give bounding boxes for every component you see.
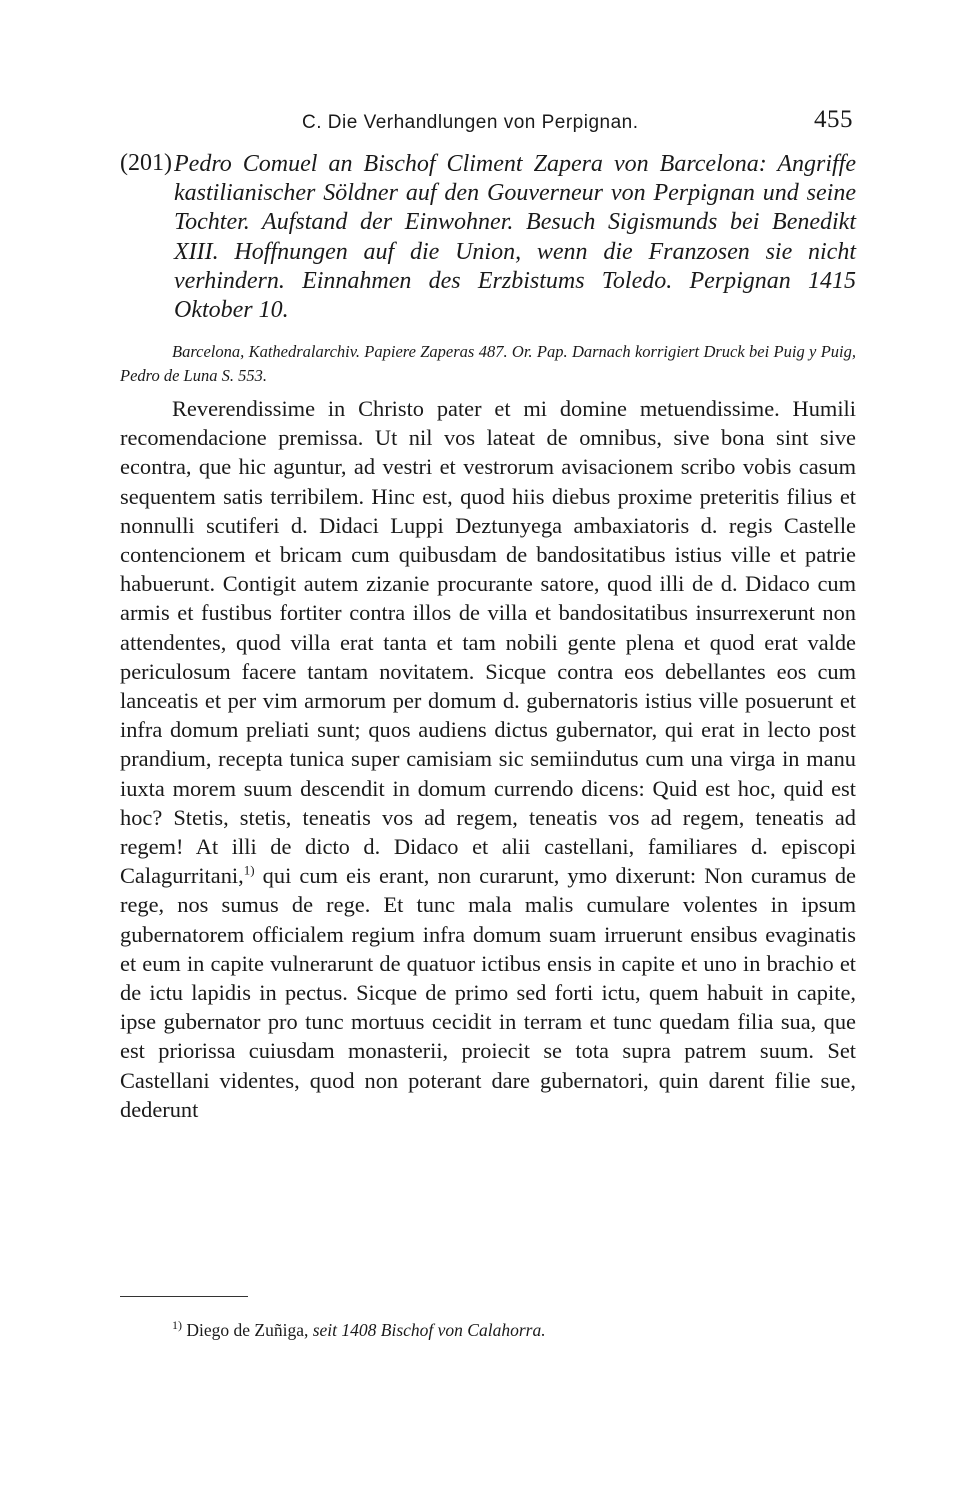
footnote-reference: 1) [243, 862, 255, 878]
document-number: (201) [120, 150, 172, 176]
body-paragraph [120, 394, 856, 1124]
footnote-text-italic: seit 1408 Bischof von Calahorra. [312, 1320, 546, 1340]
footnote-marker: 1) [172, 1318, 182, 1333]
body-text-part-1: Reverendissime in Christo pater et mi domine metuendissime. Humili recomendacione premissa. Ut nil vos lateat de omnibus, sive bona sint sive econtra, que hic aguntur, ad vestri et vestrorum avisacionem scribo vobis casum sequentem satis terribilem. Hinc est, quod hiis diebus proxime preteritis filius et nonnulli scutiferi d. Didaci Luppi Deztunyega ambaxiatoris d. regis Castelle contencionem et bricam cum quibusdam de bandositatibus istius ville et patrie habuerunt. Contigit autem zizanie procurante satore, quod illi de d. Didaco cum armis et fustibus fortiter contra illos de villa et bandositatibus insurrexerunt non attendentes, quod villa erat tanta et tam nobili gente plena et quod erat valde periculosum facere tantam novitatem. Sicque contra eos debellantes eos cum lanceatis et per vim armorum per domum d. gubernatoris istius ville posuerunt et infra domum preliati sunt; quos audiens dictus gubernator, qui erat in lecto post prandium, recepta tunica super camisiam sic semiindutus cum una virga in manu iuxta morem suum descendit in domum currendo dicens: Quid est hoc, quid est hoc? Stetis, stetis, teneatis vos ad regem, teneatis vos ad regem, teneatis ad regem! At illi de dicto d. Didaco et alii castellani, familiares d. episcopi Calagurritani, [120, 396, 856, 889]
body-text-part-2: qui cum eis erant, non curarunt, ymo dixerunt: Non curamus de rege, nos sumus de rege. Et tunc mala malis cumulare volentes in ipsum gubernatorem officialem regium infra domum suam irruerunt ensibus evaginatis et eum in capite vulnerarunt de quatuor ictibus ensis in capite et uno in brachio et de ictu lapidis in pectus. Sicque de primo sed forti ictu, quem habuit in capite, ipse gubernator pro tunc mortuus cecidit in terram et tunc quedam filia sua, que est priorissa cuiusdam monasterii, proiecit se tota supra patrem suum. Set Castellani videntes, quod non poterant dare gubernatori, quin darent filie sue, dederunt [120, 863, 856, 1122]
footnote-text: Diego de Zuñiga, [186, 1320, 309, 1340]
footnote [172, 1318, 856, 1342]
document-summary: Pedro Comuel an Bischof Climent Zapera von Barcelona: Angriffe kastilianischer Söldner auf den Gouverneur von Perpignan und seine Tochter. Aufstand der Einwohner. Besuch Sigismunds bei Benedikt XIII. Hoffnungen auf die Union, wenn die Franzosen sie nicht verhindern. Einnahmen des Erzbistums Toledo. Perpignan 1415 Oktober 10. [174, 151, 856, 324]
running-head [0, 106, 960, 142]
running-head-title: C. Die Verhandlungen von Perpignan. [302, 112, 639, 133]
document-body [120, 394, 856, 1124]
footnote-divider [120, 1296, 248, 1297]
source-note: Barcelona, Kathedralarchiv. Papiere Zaperas 487. Or. Pap. Darnach korrigiert Druck bei Puig y Puig, Pedro de Luna S. 553. [120, 342, 856, 385]
page-number: 455 [814, 106, 853, 133]
